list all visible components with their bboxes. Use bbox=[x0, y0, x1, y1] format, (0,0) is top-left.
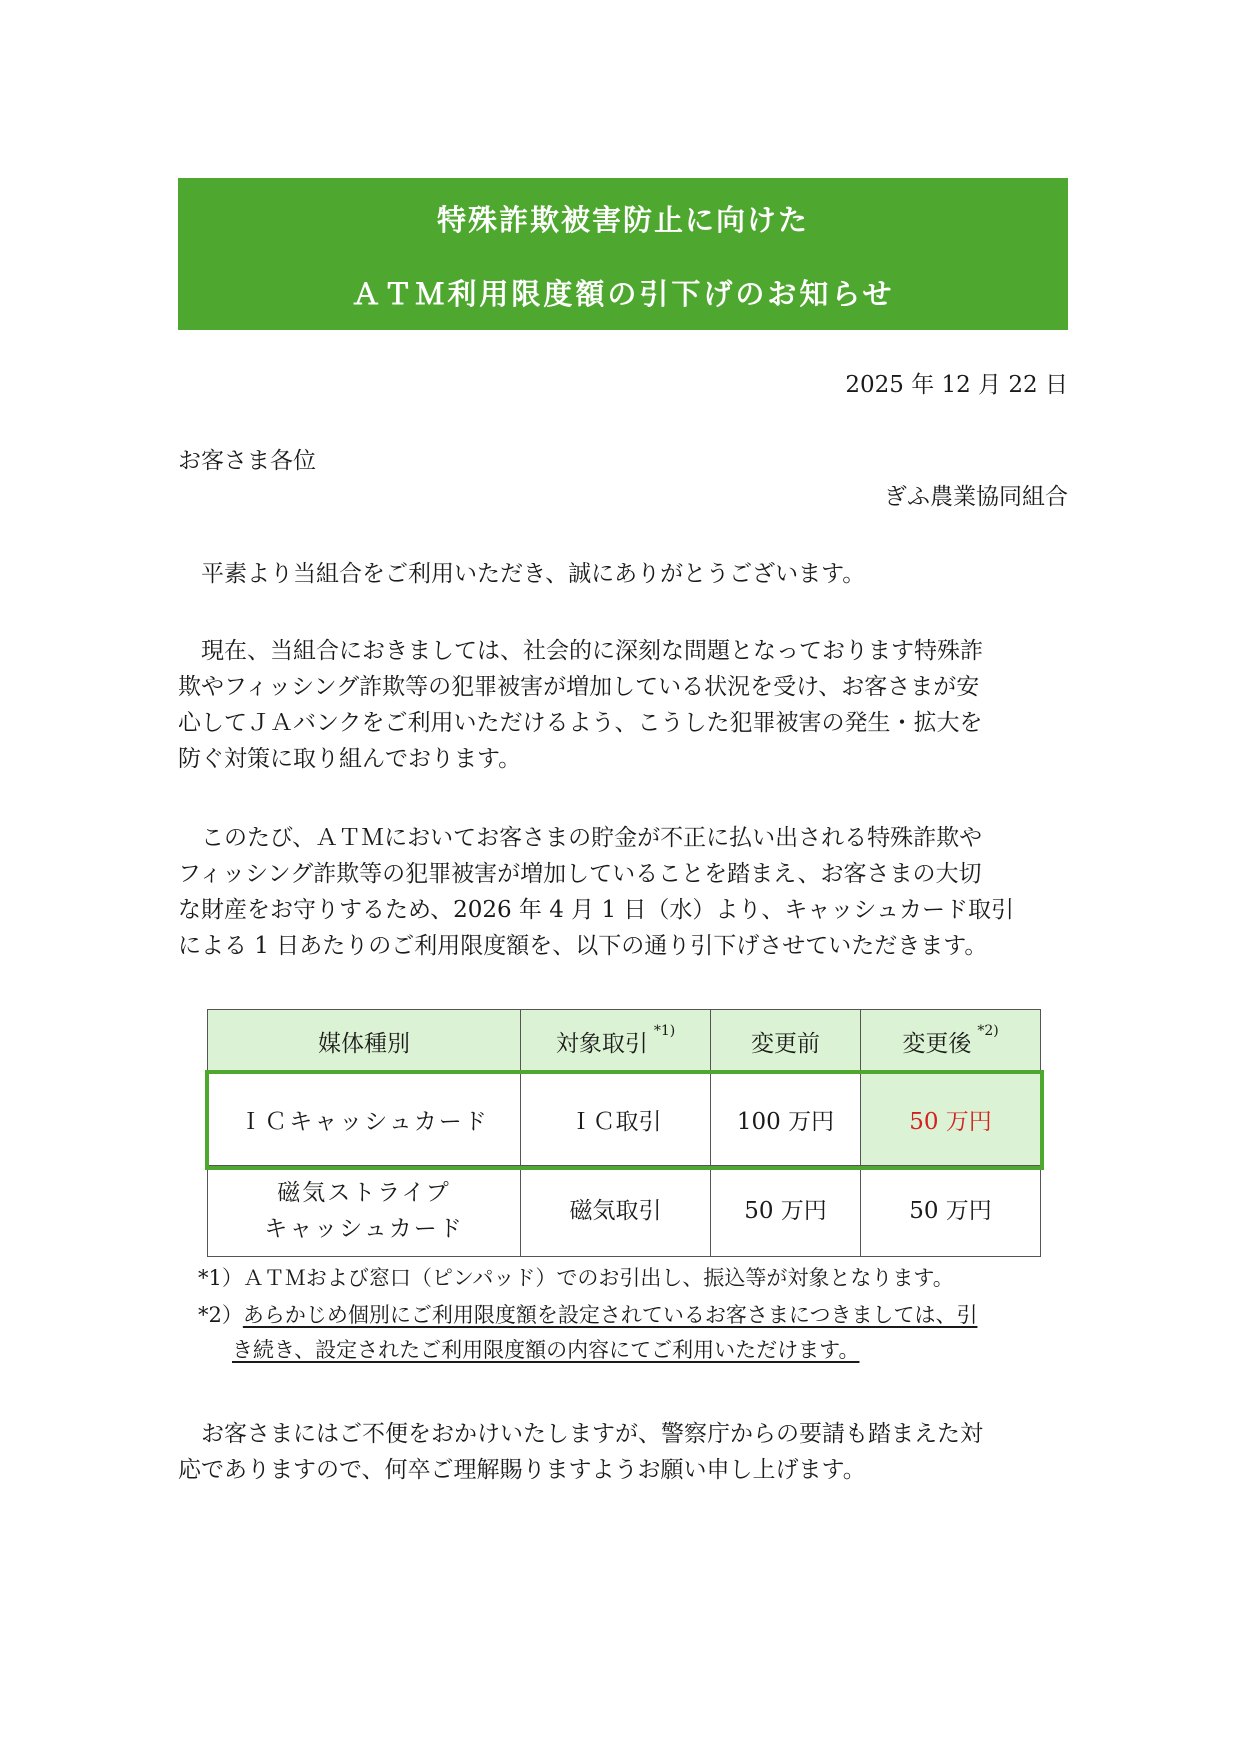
header-media-type bbox=[208, 1010, 521, 1073]
title-line-2: ＡＴＭ利用限度額の引下げのお知らせ bbox=[351, 277, 895, 311]
paragraph-line: 心してＪＡバンクをご利用いただけるよう、こうした犯罪被害の発生・拡大を bbox=[178, 710, 983, 736]
recipient: お客さま各位 bbox=[178, 448, 316, 474]
footnote-text: き続き、設定されたご利用限度額の内容にてご利用いただけます。 bbox=[232, 1338, 860, 1362]
footnote-1 bbox=[198, 1263, 954, 1293]
media-line-2: キャッシュカード bbox=[264, 1216, 464, 1242]
footnote-2-continued bbox=[232, 1335, 859, 1365]
closing-paragraph bbox=[178, 1416, 1068, 1488]
paragraph-line: 欺やフィッシング詐欺等の犯罪被害が増加している状況を受け、お客さまが安 bbox=[178, 674, 980, 700]
footnote-2 bbox=[198, 1300, 977, 1330]
limit-table bbox=[207, 1009, 1041, 1257]
paragraph-line: 防ぐ対策に取り組んでおります。 bbox=[178, 746, 522, 772]
footnote-marker: *1） bbox=[198, 1266, 243, 1290]
paragraph-line: 現在、当組合におきましては、社会的に深刻な問題となっております特殊詐 bbox=[201, 638, 983, 664]
background-paragraph bbox=[178, 633, 1068, 777]
footnote-text: あらかじめ個別にご利用限度額を設定されているお客さまにつきましては、引 bbox=[242, 1303, 978, 1327]
footnote-ref: *1) bbox=[653, 1022, 676, 1039]
header-transaction bbox=[521, 1010, 711, 1073]
footnote-marker: *2） bbox=[198, 1303, 243, 1327]
cell-media-type: ＩＣキャッシュカード bbox=[208, 1073, 521, 1166]
title-line-1: 特殊詐欺被害防止に向けた bbox=[436, 203, 809, 237]
cell-media-type bbox=[208, 1166, 521, 1257]
paragraph-line: このたび、ＡＴＭにおいてお客さまの貯金が不正に払い出される特殊詐欺や bbox=[201, 825, 983, 851]
table-row bbox=[208, 1166, 1041, 1257]
paragraph-line: な財産をお守りするため、2026 年 4 月 1 日（水）より、キャッシュカード取引 bbox=[178, 897, 1014, 923]
sender-organization: ぎふ農業協同組合 bbox=[884, 484, 1068, 510]
table-row bbox=[208, 1073, 1041, 1166]
header-label: 変更前 bbox=[751, 1030, 820, 1057]
paragraph-line: フィッシング詐欺等の犯罪被害が増加していることを踏まえ、お客さまの大切 bbox=[178, 861, 982, 887]
announcement-paragraph bbox=[178, 820, 1068, 964]
cell-before: 50 万円 bbox=[711, 1166, 861, 1257]
paragraph-line: による 1 日あたりのご利用限度額を、以下の通り引下げさせていただきます。 bbox=[178, 933, 988, 959]
footnote-ref: *2) bbox=[977, 1022, 999, 1039]
header-before bbox=[711, 1010, 861, 1073]
header-label: 媒体種別 bbox=[318, 1030, 410, 1057]
media-line-1: 磁気ストライプ bbox=[277, 1180, 451, 1206]
header-label: 変更後 bbox=[902, 1030, 972, 1057]
paragraph-line: 応でありますので、何卒ご理解賜りますようお願い申し上げます。 bbox=[178, 1457, 866, 1483]
cell-transaction: ＩＣ取引 bbox=[521, 1073, 711, 1166]
cell-after: 50 万円 bbox=[861, 1166, 1041, 1257]
footnote-text: ＡＴＭおよび窓口（ピンパッド）でのお引出し、振込等が対象となります。 bbox=[242, 1266, 954, 1290]
paragraph-line: 平素より当組合をご利用いただき、誠にありがとうございます。 bbox=[201, 561, 866, 587]
cell-before: 100 万円 bbox=[711, 1073, 861, 1166]
paragraph-line: お客さまにはご不便をおかけいたしますが、警察庁からの要請も踏まえた対 bbox=[201, 1421, 983, 1447]
header-after bbox=[861, 1010, 1041, 1073]
greeting-paragraph bbox=[178, 557, 1068, 592]
title-banner bbox=[178, 178, 1068, 330]
header-label: 対象取引 bbox=[555, 1030, 648, 1057]
cell-after-highlighted: 50 万円 bbox=[861, 1073, 1041, 1166]
notice-date: 2025 年 12 月 22 日 bbox=[845, 372, 1068, 398]
cell-transaction: 磁気取引 bbox=[521, 1166, 711, 1257]
table-header-row bbox=[208, 1010, 1041, 1073]
